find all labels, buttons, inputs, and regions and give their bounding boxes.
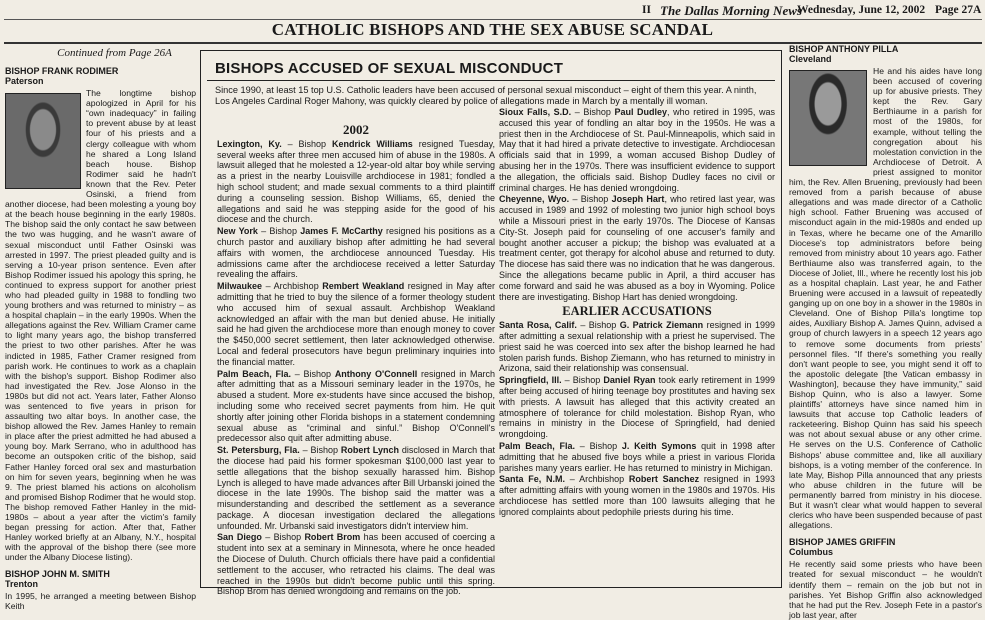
year-heading: 2002	[343, 122, 369, 137]
entry-location: Springfield, Ill.	[499, 375, 562, 386]
entry-location: Sioux Falls, S.D.	[499, 107, 572, 117]
entry-text: – Archbishop	[565, 474, 629, 485]
accused-bishops-box	[200, 50, 782, 597]
entry-text: resigned in 1999 after admitting a sexual relationship with a priest he supervised. The priest said he was coerced into sex after the bishop learned he had stolen parish funds. Bishop Ziemann, who has returned to ministry in Arizona, said their relationship was consensual.	[499, 320, 775, 374]
entry-text: – Archbishop	[262, 281, 323, 292]
page-number: Page 27A	[935, 4, 982, 16]
entry-text: – Bishop	[569, 194, 612, 205]
bishop-bio: In 1995, he arranged a meeting between Bishop Keith	[5, 590, 196, 611]
bio-text: He and his aides have long been accused of covering up for abusive priests. They kept the Rev. Gary Berthiaume in a parish for most of the 1980s, for example, without telling the congregation about his molestation conviction in the Archdiocese of Detroit. A priest assigned to monitor him, the Rev. Allen Bruening, previously had been removed from a parish because of abuse allegations and was made director of a Catholic high school. Father Bruening was accused of misconduct again in the mid-1980s and ended up in Texas, where he became one of the Amarillo Diocese's top	[789, 66, 982, 248]
entry-text: resigned in May after admitting that he tried to buy the silence of a former theology student who accused him of sexual assault. Archbishop Weakland acknowledged an affair with the man but denied abuse. He initially said he had given the archdiocese more than enough money to cover the $450,000 secret settlement, then later acknowledged otherwise. Local and federal prosecutors have begun preliminary inquiries into the financial matter.	[217, 281, 496, 367]
accusation-entry	[217, 369, 495, 445]
entry-text: disclosed in March that the diocese had paid his former spokesman $100,000 last year to settle allegations that the bishop sexually harassed him. Bishop Lynch is alleged to have made advances after Bill Urbanski joined the diocese in the late 1990s. The bishop said the matter was a misunderstanding and described the settlement as a severance package. A diocesan investigation declared the allegations unfounded. Mr. Urbanski said investigators didn't interview him.	[217, 445, 496, 531]
entry-text: – Bishop	[257, 226, 301, 237]
entry-bishop-name: James F. McCarthy	[300, 226, 383, 237]
entry-bishop-name: Rembert Weakland	[322, 281, 405, 292]
box-column-1	[217, 123, 495, 598]
entry-bishop-name: J. Keith Symons	[621, 440, 697, 451]
bishop-diocese: Trenton	[5, 578, 38, 589]
accusation-entry	[499, 474, 775, 517]
bio-text: The longtime bishop apologized in April for his “own inadequacy” in failing to prevent abuse by at least four of his priests and a clergy colleague with whom he shared a Long Island beach house. Bishop Rodimer said he hadn't known that the Rev. Peter Osinski, a friend from another diocese, had been molesting a young boy at the beach house beginning in the early 1980s. The bishop said the only contact he saw between the two was hugging, and he wasn't aware of sexual misconduct until Father Osinski was arrested in 1997. The priest pleaded guilty and is serving a 10-year prison	[5, 88, 196, 270]
entry-text: – Bishop	[571, 107, 615, 117]
entry-location: New York	[217, 226, 258, 237]
entry-text: – Bishop	[576, 320, 620, 331]
entry-text: – Bishop	[575, 440, 622, 451]
entry-location: Palm Beach, Fla.	[217, 368, 292, 379]
masthead	[0, 0, 985, 20]
entry-text: resigned in 1993 after admitting affairs with young women in the 1980s and 1970s. His archdiocese has settled more than 100 lawsuits alleging that he ignored complaints about pedophile priests during his time.	[499, 474, 775, 517]
newspaper-name: The Dallas Morning News	[660, 3, 802, 18]
entry-text: , who retired last year, was accused in 1989 and 1992 of molesting two junior high school boys while a Missouri priest in the early 1970s. The Diocese of Kansas City-St. Joseph paid for counseling of one accuser's family and bought another accuser a pickup; the bishop was evaluated at a treatment center, got therapy for alcohol abuse and returned to duty. The diocese has said there was no indication that he was dangerous. Since the allegations became public in April, a third accuser has come forward and said he was abused as a boy in Wyoming. Police there are investigating. Bishop Hart has denied wrongdoing.	[499, 194, 776, 302]
entry-text: resigned in March after admitting that as a Missouri seminary leader in the 1970s, he abused a student. More ex-students have since accused the bishop, including some who received secret payments from him. He quit shortly after joining other Florida bishops in a statement condemning sexual abuse as “criminal and sinful.” Bishop O'Connell's predecessor also quit after admitting abuse.	[217, 368, 495, 444]
accusation-entry	[217, 226, 495, 280]
bishop-bio: He recently said some priests who have been treated for sexual misconduct – he wouldn't identify them – remain on the job but not in parishes. Yet Bishop Griffin also acknowledged that he had put the Rev. Joseph Fete in a pastor's job last year, after	[789, 559, 982, 620]
accusation-entry	[217, 139, 495, 225]
box-title: BISHOPS ACCUSED OF SEXUAL MISCONDUCT	[215, 60, 564, 77]
entry-bishop-name: Anthony O'Connell	[334, 368, 418, 379]
accusation-entry	[499, 375, 775, 440]
entry-bishop-name: Joseph Hart	[611, 194, 665, 205]
earlier-accusations-heading: EARLIER ACCUSATIONS	[562, 304, 712, 319]
entry-bishop-name: Kendrick Williams	[331, 138, 413, 149]
box-intro: Since 1990, at least 15 top U.S. Catholic leaders have been accused of personal sexual misconduct – eight of them this year. A ninth, Los Angeles Cardinal Roger Mahony, was quickly cleared by police of allegations made in March by a mentally ill woman.	[215, 85, 757, 106]
bishop-photo	[789, 70, 867, 166]
entry-bishop-name: Robert Brom	[304, 532, 361, 543]
entry-text: – Bishop	[261, 532, 305, 543]
box-rule	[207, 80, 775, 81]
bishop-name: BISHOP JOHN M. SMITH	[5, 568, 110, 579]
bishop-photo	[5, 93, 81, 189]
entry-text: , who retired in 1995, was accused this year of fondling an altar boy in the 1950s. He was a priest then in the Archdiocese of St. Paul-Minneapolis, which said in May that it had hired a private detective to investigate. Archdiocesan officials said that in 1999, a woman accused Bishop Dudley of abusing her in the 1970s. There was insufficient evidence to support the allegation, the officials said. Bishop Dudley faces no civil or criminal charges. He has denied wrongdoing.	[499, 107, 775, 193]
entry-text: took early retirement in 1999 after being accused of hiring teenage boy prostitutes and having sex with priests. A lawsuit has alleged that this activity created an atmosphere of tolerance for child molestation. Bishop Ryan, who remains in ministry in the Diocese of Springfield, had denied wrongdoing.	[499, 375, 775, 440]
entry-bishop-name: Robert Lynch	[340, 445, 399, 456]
accusation-entry	[217, 532, 495, 597]
right-column	[789, 44, 983, 620]
entry-bishop-name: G. Patrick Ziemann	[619, 320, 704, 331]
entry-location: Santa Fe, N.M.	[499, 474, 566, 485]
accusation-entry	[499, 320, 775, 374]
entry-text: resigned Tuesday, several weeks after three men accused him of abuse in the 1980s. A lawsuit alleged that he molested a 12-year-old altar boy while serving as a priest in the nearby Louisville archdiocese in 1981; fondled a high school student; and made sexual comments to a third plaintiff during a counseling session. Bishop Williams, 65, denied the allegations and said he was stepping aside for the good of his diocese and the church.	[217, 138, 495, 225]
entry-location: Santa Rosa, Calif.	[499, 320, 577, 331]
bishop-diocese: Columbus	[789, 547, 833, 558]
box-column-2	[499, 107, 775, 518]
entry-location: St. Petersburg, Fla.	[217, 445, 300, 456]
entry-location: Milwaukee	[217, 281, 263, 292]
bishop-name: BISHOP FRANK RODIMER	[5, 66, 119, 77]
entry-text: – Bishop	[299, 445, 341, 456]
bishop-diocese: Paterson	[5, 76, 44, 87]
entry-location: San Diego	[217, 532, 262, 543]
section-banner: CATHOLIC BISHOPS AND THE SEX ABUSE SCANDAL	[271, 20, 714, 39]
entry-bishop-name: Robert Sanchez	[628, 474, 700, 485]
bishop-bio	[789, 66, 982, 530]
bishop-name: BISHOP ANTHONY PILLA	[789, 44, 899, 54]
accusation-entry	[217, 281, 495, 367]
entry-location: Cheyenne, Wyo.	[499, 194, 570, 205]
entry-bishop-name: Paul Dudley	[614, 107, 668, 117]
bio-text-cont: administrators before being removed from ministry about 10 years ago. Father Berthiaume also was transferred again, to the Diocese of Joliet, Ill., where he recently lost his job as a hospital chaplain. Last year, he and Father Bruening were accused in a lawsuit of repeatedly ganging up on one boy in a shower in the 1980s in Cleveland. One of Bishop Pilla's longtime top aides, Auxiliary Bishop A. James Quinn, advised a group of church lawyers in a speech 12 years ago to remove some documents from priests' personnel files. “If there's something you really don't want people to see, you might send it off to the apostolic delegate [the Vatican embassy in Washington], because they have immunity,” said Bishop Quinn, who is also a lawyer. Some plaintiffs' attorneys have since named him in lawsuits that accuse top Catholic leaders of racketeering. Bishop Quinn has said his speech was not about sexual abuse or any other crime. He serves on the U.S. Conference of Catholic Bishops' abuse committee and, like all auxiliary bishops, is a voting member of the conference. In late May, Bishop Pilla announced that any priests who abuse children in the future will be permanently barred from ministry in his diocese. But it wasn't clear what would happen to several clerics who have been suspended because of past allegations.	[789, 237, 983, 531]
accusation-entry	[499, 194, 775, 302]
entry-text: – Bishop	[291, 368, 335, 379]
continued-line: Continued from Page 26A	[57, 47, 172, 59]
entry-text: – Bishop	[561, 375, 604, 386]
entry-text: resigned his positions as a church pastor and auxiliary bishop after admitting he had several affairs with women, the archdiocese announced Tuesday. His admissions came after the archdiocese received a letter Saturday revealing the affairs.	[217, 226, 496, 280]
accusation-entry	[217, 445, 495, 531]
section-number: II	[642, 4, 651, 16]
accusation-entry	[499, 107, 775, 193]
accusation-entry	[499, 441, 775, 473]
entry-text: – Bishop	[281, 138, 332, 149]
left-column	[5, 47, 196, 611]
entry-text: quit in 1998 after admitting that he abused five boys while a priest in various Florida parishes many years earlier. He has returned to ministry in Michigan.	[499, 440, 775, 473]
issue-date: Wednesday, June 12, 2002	[797, 4, 926, 16]
entry-location: Lexington, Ky.	[217, 138, 282, 149]
bio-text-cont: sentence. Even after Bishop Rodimer issued his apology this spring, he continued to express support for another priest who had pleaded guilty in 1988 to fondling two young brothers and was returned to ministry – as a hospital chaplain – in the early 1990s. When the allegations against the Rev. William Cramer came to light many years ago, the bishop transferred the priest to two other parishes. After he was indicted in 1985, Father Cramer resigned from parish work. He continues to work as a chaplain with the bishop's support. Bishop Rodimer also had investigated the Rev. Jose Alonso in the 1980s but did not act. Years later, Father Alonso was sentenced to five years in prison for assaulting two altar boys. In another case, the bishop allowed the Rev. James Hanley to remain in place after the priest admitted he had abused a young boy. Mark Serrano, who in adulthood has become an outspoken critic of the bishop, said Father Hanley forced oral sex and masturbation on him for seven years, beginning when he was 9. The priest blamed his actions on alcoholism and promised Bishop Rodimer that he would stop. The bishop removed Father Hanley in the mid-1980s – about a year after the victim's family began pressing for action. After that, Father Hanley worked briefly at an Albany, N.Y., hospital with the approval of the bishop there (see more under the Albany Diocese listing).	[5, 259, 196, 563]
entry-bishop-name: Daniel Ryan	[603, 375, 656, 386]
bishop-name: BISHOP JAMES GRIFFIN	[789, 537, 896, 548]
entry-text: has been accused of coercing a student into sex at a seminary in Minnesota, where he once headed the Diocese of Duluth. Church officials there have paid a confidential settlement to the accuser, who retracted his claims. The deal was reached in the 1990s but didn't become public until this spring. Bishop Brom has denied wrongdoing and remains on the job.	[217, 532, 495, 597]
bishop-diocese: Cleveland	[789, 54, 832, 64]
entry-location: Palm Beach, Fla.	[499, 440, 576, 451]
